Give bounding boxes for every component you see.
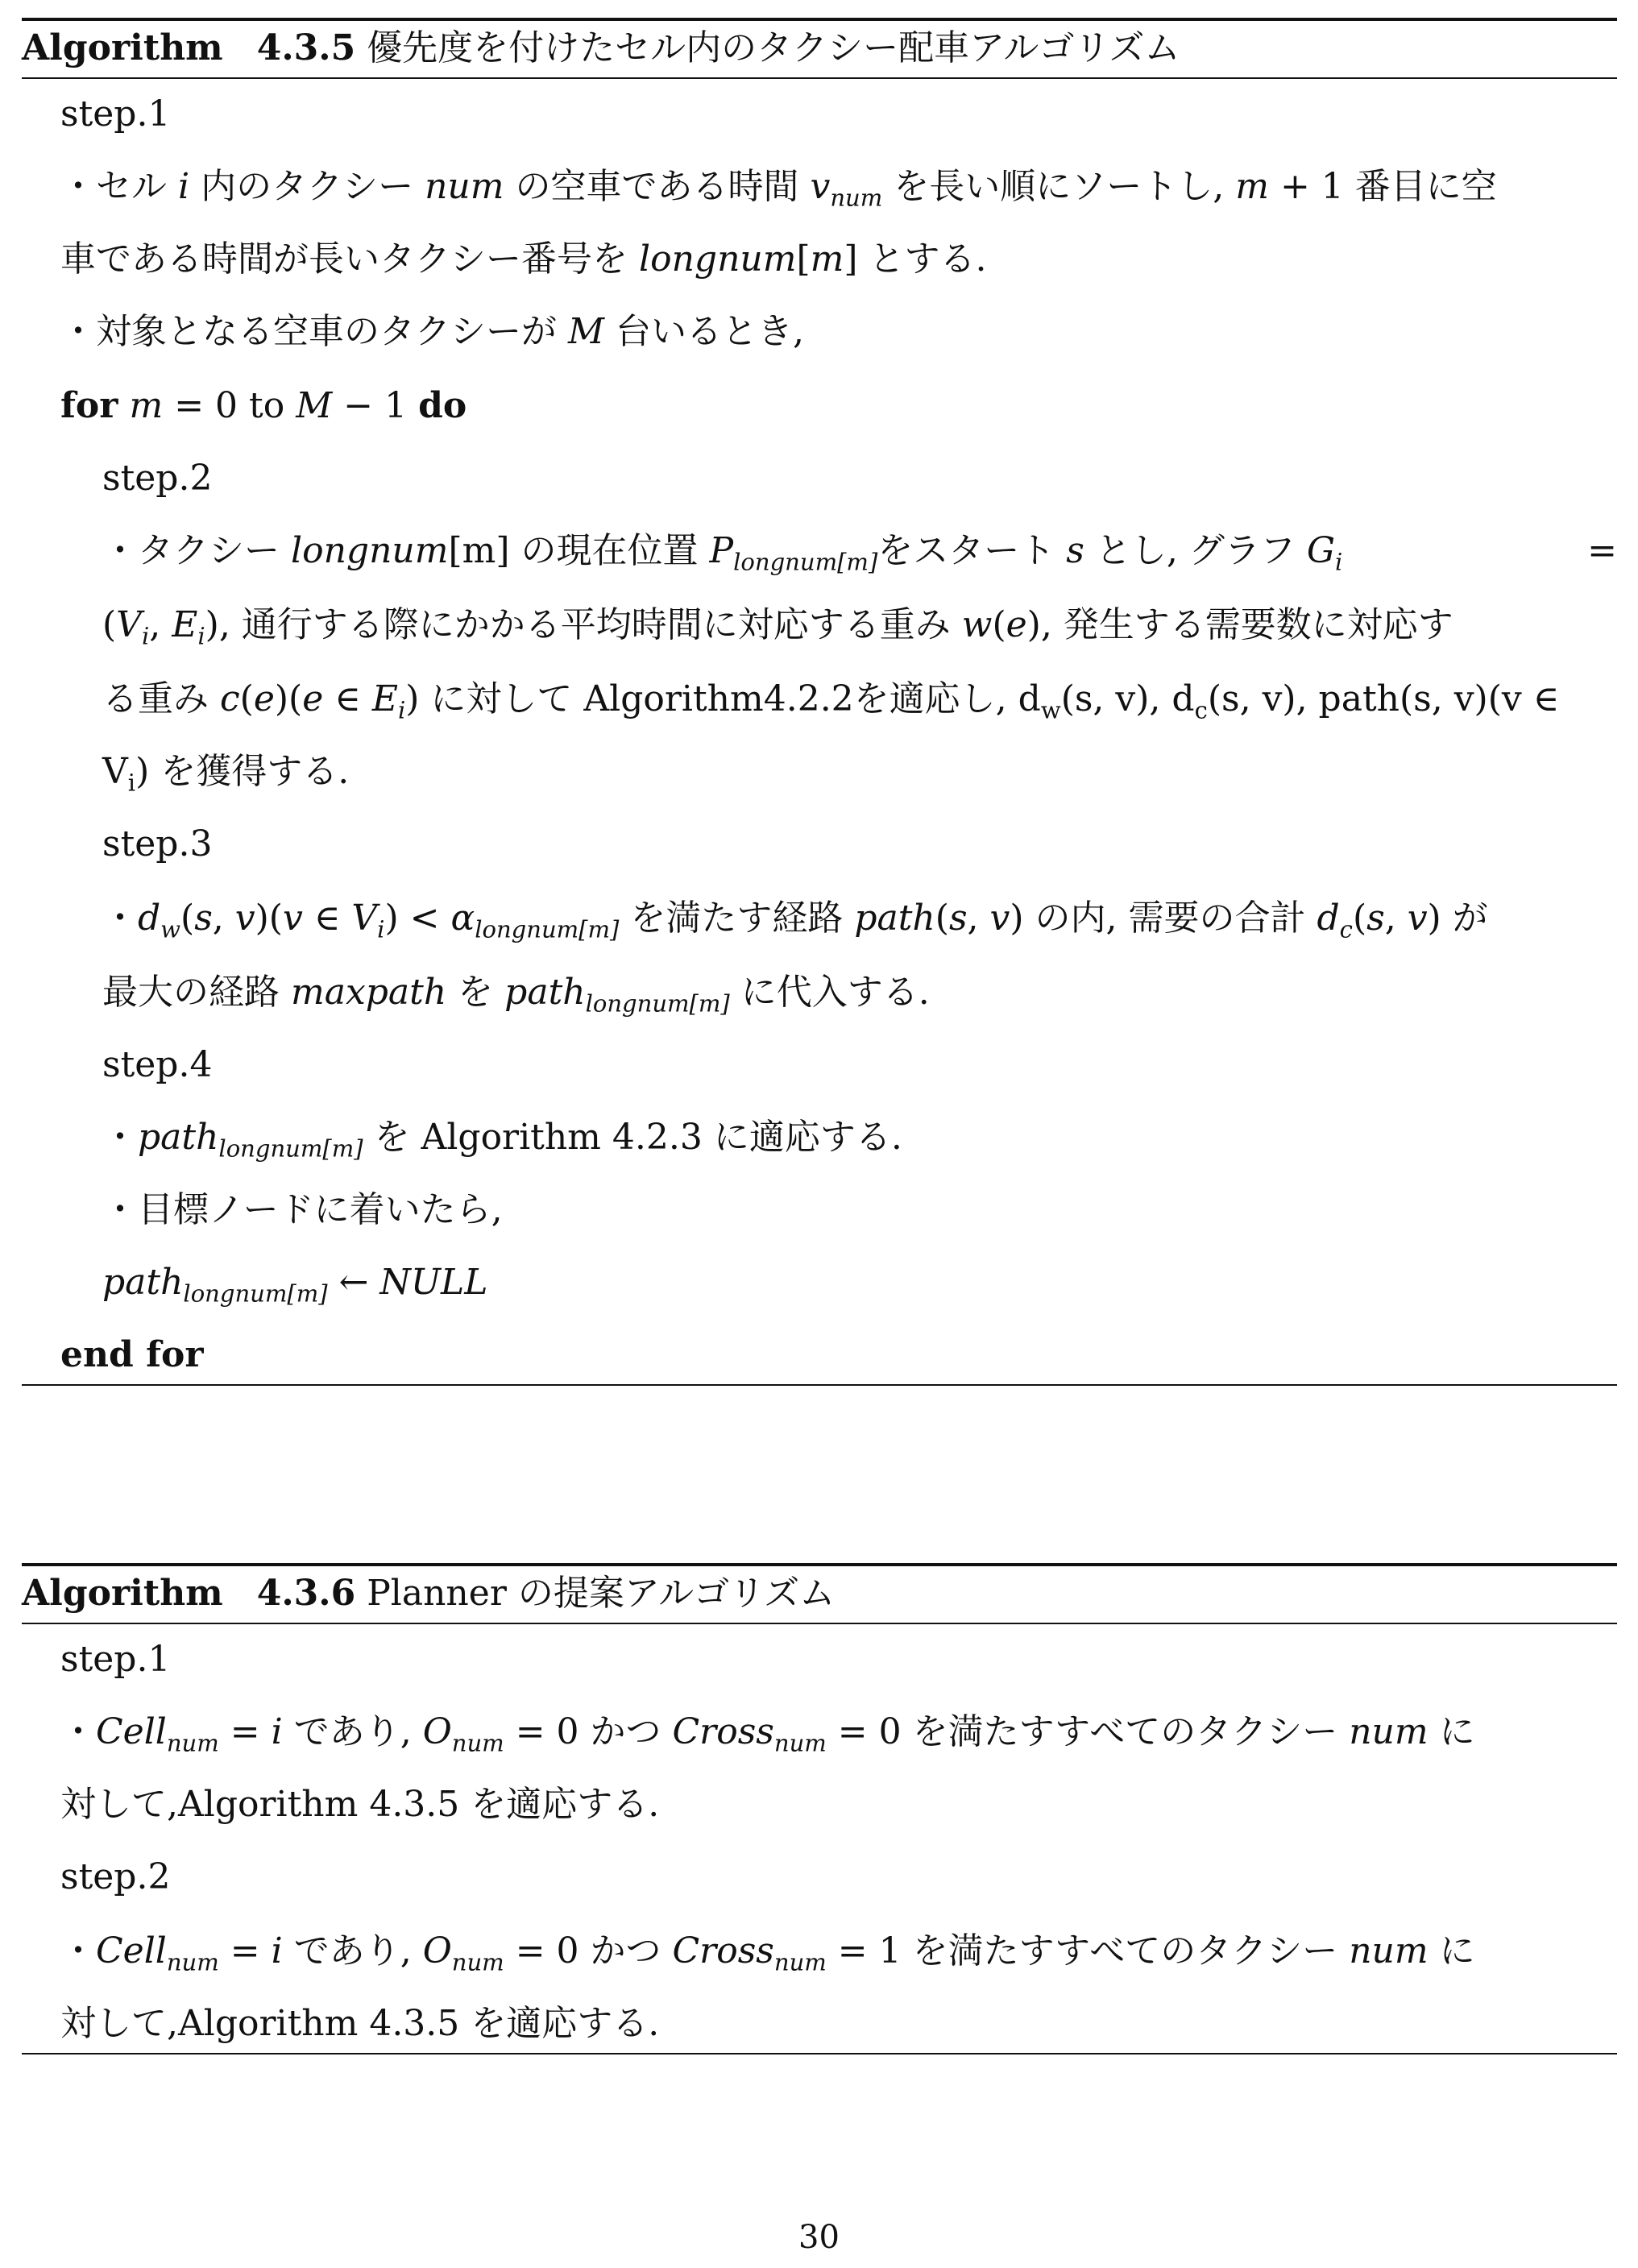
sort-line-1: ・セル i 内のタクシー num の空車である時間 $v_{num}$ を長い順にソートし, m + 1 番目に空 xyxy=(60,166,1497,212)
algorithm-caption xyxy=(22,1569,835,1618)
algorithm-number: 4.3.6 xyxy=(256,1573,356,1614)
step-2-line-3: る重み c(e)(e ∈ $E_i$) に対して Algorithm4.2.2を適応し, $d_w(s$, v), $d_c(s$, v), path(s, v)(v ∈ xyxy=(102,678,1560,724)
step-1-label: step.1 xyxy=(60,1639,171,1680)
step-2-label: step.2 xyxy=(60,1856,171,1897)
algorithm-block-4-3-5 xyxy=(22,18,1617,1387)
for-keyword: for xyxy=(60,385,118,426)
algorithm-number: 4.3.5 xyxy=(256,27,356,68)
step-4-line-2: ・目標ノードに着いたら, xyxy=(102,1189,503,1230)
bottom-rule xyxy=(22,2053,1617,2054)
step-2-label: step.2 xyxy=(102,458,213,499)
step-3-line-1: ・$d_w(s$, v)(v ∈ $V_i) < \alpha_{longnum[m]}$ を満たす経路 path(s, v) の内, 需要の合計 $d_c(s$, v) が xyxy=(102,898,1488,943)
vacant-taxi-line: ・対象となる空車のタクシーが M 台いるとき, xyxy=(60,311,805,352)
step-2-line-4: $V_i$) を獲得する. xyxy=(102,751,350,797)
page-number: 30 xyxy=(798,2219,840,2256)
end-for-keyword: end for xyxy=(60,1334,204,1375)
do-keyword: do xyxy=(418,385,467,426)
step-2-line-2: 対して,Algorithm 4.3.5 を適応する. xyxy=(60,2003,660,2044)
algorithm-title: Planner の提案アルゴリズム xyxy=(367,1573,836,1614)
caption-rule xyxy=(22,77,1617,79)
bottom-rule xyxy=(22,1384,1617,1386)
algorithm-label: Algorithm xyxy=(22,1573,223,1614)
algorithm-title: 優先度を付けたセル内のタクシー配車アルゴリズム xyxy=(367,27,1180,68)
for-loop-header: for m = 0 to M − 1 do xyxy=(60,385,467,426)
step-2-line-2: ($V_i$, $E_i$), 通行する際にかかる平均時間に対応する重み w(e), 発生する需要数に対応す xyxy=(102,604,1453,650)
algorithm-label: Algorithm xyxy=(22,27,223,68)
step-2-line-1: ・Cell$_{num}$ = i であり, $O_{num} = 0$ かつ Cross$_{num}$ = 1 を満たすすべてのタクシー num に xyxy=(60,1930,1475,1976)
top-rule xyxy=(22,1563,1617,1566)
caption-rule xyxy=(22,1623,1617,1624)
step-2-line-1: ・タクシー longnum[m] の現在位置 $P_{longnum[m]}$をスタート s とし, グラフ $G_i$ = xyxy=(102,530,1617,576)
step-1-line-1: ・Cell$_{num}$ = i であり, $O_{num} = 0$ かつ Cross$_{num}$ = 0 を満たすすべてのタクシー num に xyxy=(60,1711,1475,1757)
step-1-label: step.1 xyxy=(60,93,171,135)
top-rule xyxy=(22,18,1617,21)
step-3-label: step.3 xyxy=(102,823,213,864)
algorithm-caption xyxy=(22,24,1180,73)
step-4-label: step.4 xyxy=(102,1044,213,1085)
step-4-line-1: ・path$_{longnum[m]}$ を Algorithm 4.2.3 に適応する. xyxy=(102,1117,902,1163)
step-3-line-2: 最大の経路 maxpath を path$_{longnum[m]}$ に代入する. xyxy=(102,972,930,1018)
step-1-line-2: 対して,Algorithm 4.3.5 を適応する. xyxy=(60,1784,660,1825)
step-4-line-3: path$_{longnum[m]}$ ← NULL xyxy=(102,1262,488,1308)
algorithm-block-4-3-6 xyxy=(22,1563,1617,2063)
sort-line-2: 車である時間が長いタクシー番号を longnum[m] とする. xyxy=(60,238,987,280)
